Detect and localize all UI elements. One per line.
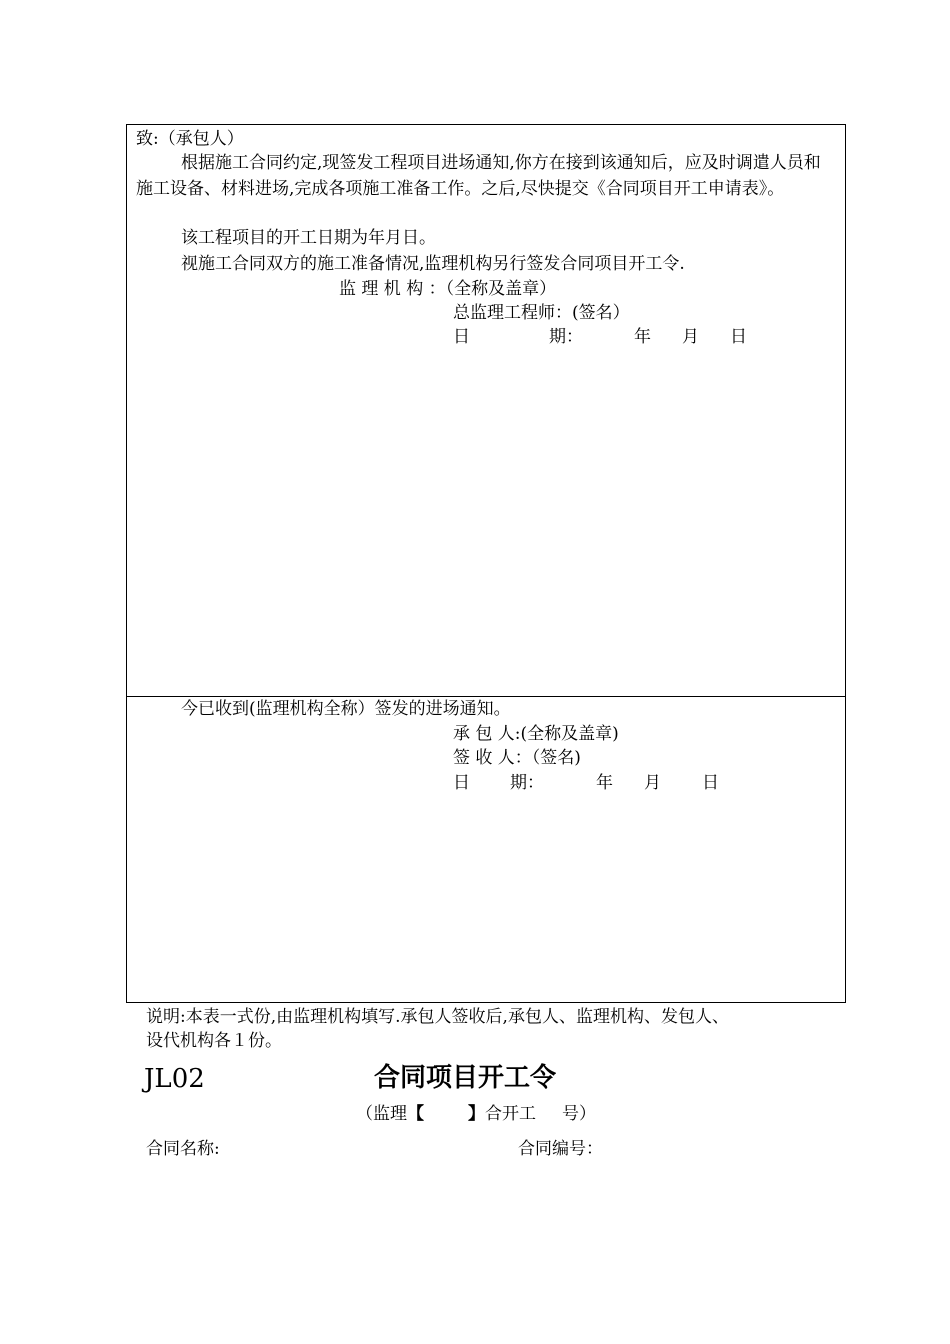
date-month: 月 xyxy=(682,327,699,347)
addressee: 致:（承包人） xyxy=(136,129,244,149)
receiver-label: 签 收 人：（签名) xyxy=(453,748,581,768)
contract-number-label: 合同编号： xyxy=(518,1139,603,1159)
contract-name-label: 合同名称: xyxy=(146,1139,220,1159)
receipt-section xyxy=(126,696,846,1003)
note-line-2: 设代机构各１份。 xyxy=(146,1031,282,1051)
form-title: 合同项目开工令 xyxy=(374,1063,557,1093)
receipt-text: 今已收到(监理机构全称）签发的进场通知。 xyxy=(181,699,511,719)
bracket-open: 【 xyxy=(407,1104,424,1124)
subtitle-prefix: （监理 xyxy=(356,1104,407,1124)
date-label: 日 xyxy=(453,327,470,347)
supervision-org-label: 监 理 机 构 ：（全称及盖章） xyxy=(339,279,557,299)
notice-section xyxy=(126,124,846,697)
receipt-date-year: 年 xyxy=(596,773,613,793)
subtitle-suffix: 号） xyxy=(562,1104,596,1124)
date-day: 日 xyxy=(730,327,747,347)
receipt-date-label-2: 期： xyxy=(510,773,544,793)
chief-engineer-label: 总监理工程师：(签名） xyxy=(453,303,630,323)
receipt-date-label: 日 xyxy=(453,773,470,793)
form-subtitle xyxy=(356,1101,596,1127)
notice-paragraph-3: 视施工合同双方的施工准备情况,监理机构另行签发合同项目开工令. xyxy=(181,254,685,274)
notice-paragraph-1: 根据施工合同约定,现签发工程项目进场通知,你方在接到该通知后，应及时调遣人员和施工设备、材料进场,完成各项施工准备工作。之后,尽快提交《合同项目开工申请表》。 xyxy=(136,153,821,199)
date-year: 年 xyxy=(634,327,651,347)
contractor-label: 承 包 人:(全称及盖章) xyxy=(453,724,619,744)
bracket-close: 】 xyxy=(468,1104,485,1124)
notice-paragraph-2: 该工程项目的开工日期为年月日。 xyxy=(181,228,436,248)
receipt-date-day: 日 xyxy=(702,773,719,793)
note-line-1: 说明:本表一式份,由监理机构填写.承包人签收后,承包人、监理机构、发包人、 xyxy=(146,1007,729,1027)
date-label-2: 期： xyxy=(549,327,583,347)
receipt-date-month: 月 xyxy=(644,773,661,793)
form-code: JL02 xyxy=(144,1064,205,1094)
subtitle-middle: 合开工 xyxy=(485,1104,536,1124)
